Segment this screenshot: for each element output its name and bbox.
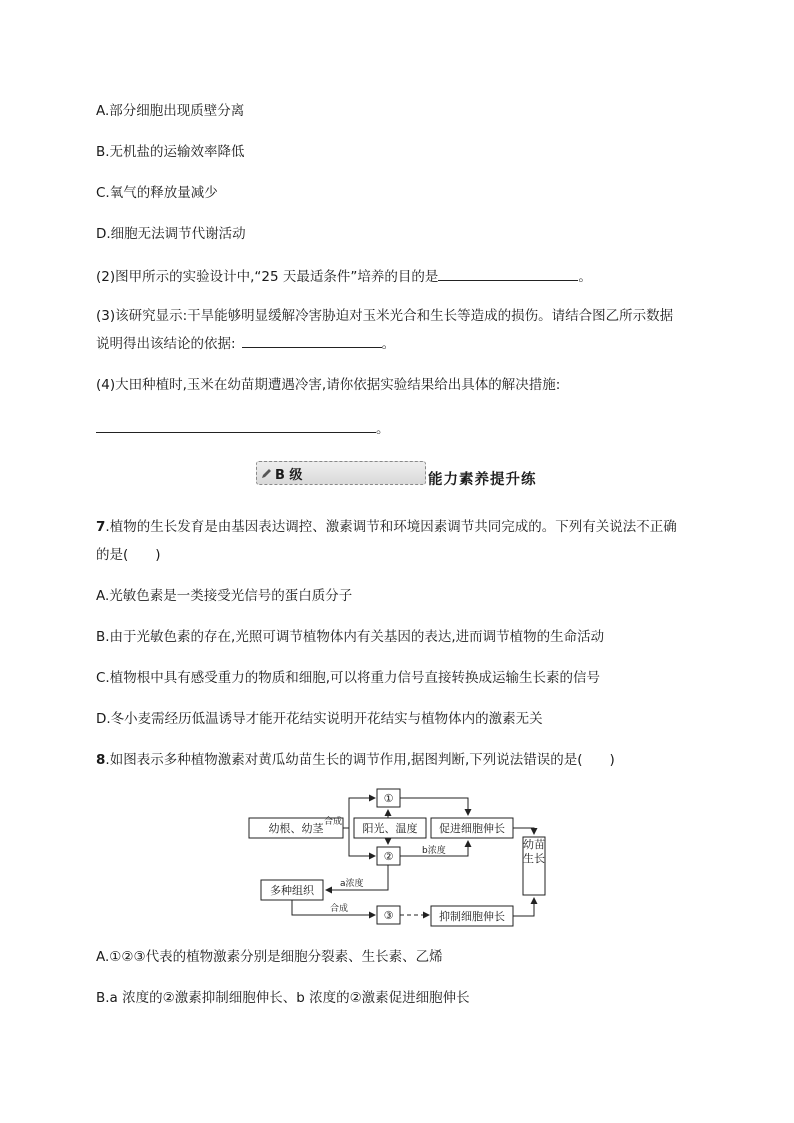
q7-option-d: D.冬小麦需经历低温诱导才能开花结实说明开花结实与植物体内的激素无关 xyxy=(96,711,543,727)
synth1-label: 合成 xyxy=(324,817,343,827)
period: 。 xyxy=(578,269,592,285)
hormone-1-label: ① xyxy=(383,792,394,805)
arrow-inhibit-seedling xyxy=(513,898,534,916)
root-stem-label: 幼根、幼茎 xyxy=(268,822,324,835)
hormone-3-label: ③ xyxy=(383,909,394,922)
q7-number: 7 xyxy=(96,519,106,535)
section-title: 能力素养提升练 xyxy=(428,472,537,488)
q6-option-a: A.部分细胞出现质壁分离 xyxy=(96,103,245,119)
inhibit-label: 抑制细胞伸长 xyxy=(439,910,505,923)
period: 。 xyxy=(381,336,396,352)
period: 。 xyxy=(376,421,390,437)
section-level: B 级 xyxy=(275,468,303,483)
q6-sub2-text: (2)图甲所示的实验设计中,“25 天最适条件”培养的目的是 xyxy=(96,269,439,285)
q7-option-b: B.由于光敏色素的存在,光照可调节植物体内有关基因的表达,进而调节植物的生命活动 xyxy=(96,629,605,645)
q7-stem-line2: 的是( ) xyxy=(96,547,161,563)
q6-sub3-line1: (3)该研究显示:干旱能够明显缓解冷害胁迫对玉米光合和生长等造成的损伤。请结合图乙所示数据 xyxy=(96,308,674,324)
q8-option-a: A.①②③代表的植物激素分别是细胞分裂素、生长素、乙烯 xyxy=(96,949,443,965)
a-conc-label: a浓度 xyxy=(340,879,364,889)
synth2-label: 合成 xyxy=(330,904,349,914)
hormone-2-label: ② xyxy=(383,850,394,863)
q7-option-a: A.光敏色素是一类接受光信号的蛋白质分子 xyxy=(96,588,353,604)
q6-sub4: (4)大田种植时,玉米在幼苗期遭遇冷害,请你依据实验结果给出具体的解决措施: xyxy=(96,377,561,393)
light-temp-label: 阳光、温度 xyxy=(362,822,418,835)
tissues-label: 多种组织 xyxy=(270,884,314,897)
q6-option-c: C.氧气的释放量减少 xyxy=(96,185,218,201)
q6-sub3-text: 说明得出该结论的依据: xyxy=(96,336,236,352)
b-conc-label: b浓度 xyxy=(422,846,446,856)
q6-option-d: D.细胞无法调节代谢活动 xyxy=(96,226,246,242)
q8-number: 8 xyxy=(96,752,106,768)
arrow-h1-promote xyxy=(400,798,468,815)
arrow-promote-seedling xyxy=(513,828,534,834)
seedling-label: 幼苗生长 xyxy=(523,838,545,865)
q8-option-b: B.a 浓度的②激素抑制细胞伸长、b 浓度的②激素促进细胞伸长 xyxy=(96,990,470,1006)
q8-stem-text: .如图表示多种植物激素对黄瓜幼苗生长的调节作用,据图判断,下列说法错误的是( ) xyxy=(105,752,615,768)
promote-label: 促进细胞伸长 xyxy=(439,822,505,835)
q7-option-c: C.植物根中具有感受重力的物质和细胞,可以将重力信号直接转换成运输生长素的信号 xyxy=(96,670,601,686)
q6-option-b: B.无机盐的运输效率降低 xyxy=(96,144,245,160)
q7-stem-text: .植物的生长发育是由基因表达调控、激素调节和环境因素调节共同完成的。下列有关说法不正确 xyxy=(105,519,677,535)
